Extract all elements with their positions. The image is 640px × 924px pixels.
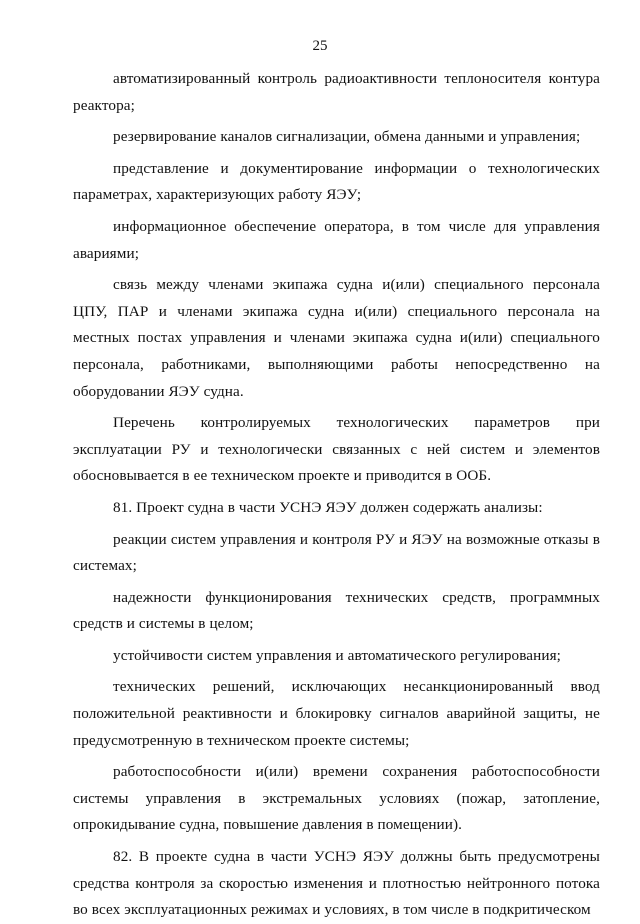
paragraph-operator-support: информационное обеспечение оператора, в том числе для управления авариями;: [73, 217, 600, 262]
paragraph-parameter-list: Перечень контролируемых технологических параметров при эксплуатации РУ и технологически связанных с ней систем и элементов обосновывается в ее техническом проекте и приводится в ООБ.: [73, 414, 600, 485]
page-number: 25: [312, 38, 328, 54]
paragraph-stability: устойчивости систем управления и автоматического регулирования;: [113, 646, 561, 664]
paragraph-channel-redundancy: резервирование каналов сигнализации, обмена данными и управления;: [113, 128, 581, 146]
paragraph-radioactivity-control: автоматизированный контроль радиоактивности теплоносителя контура реактора;: [73, 70, 600, 114]
paragraph-reliability: надежности функционирования технических средств, программных средств и системы в целом;: [73, 588, 600, 633]
paragraph-crew-communication: связь между членами экипажа судна и(или) специального персонала ЦПУ, ПАР и членами экипажа судна и(или) специального персонала на местных постах управления и членами экипажа судна и(или) специального персонала, работниками, выполняющими работы непосредственно на оборудовании ЯЭУ судна.: [73, 276, 600, 400]
paragraph-failure-response: реакции систем управления и контроля РУ и ЯЭУ на возможные отказы в системах;: [73, 530, 600, 575]
paragraph-item-82: 82. В проекте судна в части УСНЭ ЯЭУ должны быть предусмотрены средства контроля за скоростью изменения и плотностью нейтронного потока во всех эксплуатационных режимах и условиях, в том числе в подкритическом: [73, 848, 600, 919]
paragraph-technical-solutions: технических решений, исключающих несанкционированный ввод положительной реактивности и блокировку сигналов аварийной защиты, не предусмотренную в техническом проекте системы;: [73, 678, 600, 749]
paragraph-information-presentation: представление и документирование информации о технологических параметрах, характеризующих работу ЯЭУ;: [73, 159, 600, 204]
paragraph-operability: работоспособности и(или) времени сохранения работоспособности системы управления в экстремальных условиях (пожар, затопление, опрокидывание судна, повышение давления в помещении).: [73, 763, 600, 834]
body-text: [73, 66, 600, 924]
paragraph-item-81: 81. Проект судна в части УСНЭ ЯЭУ должен содержать анализы:: [113, 498, 543, 516]
